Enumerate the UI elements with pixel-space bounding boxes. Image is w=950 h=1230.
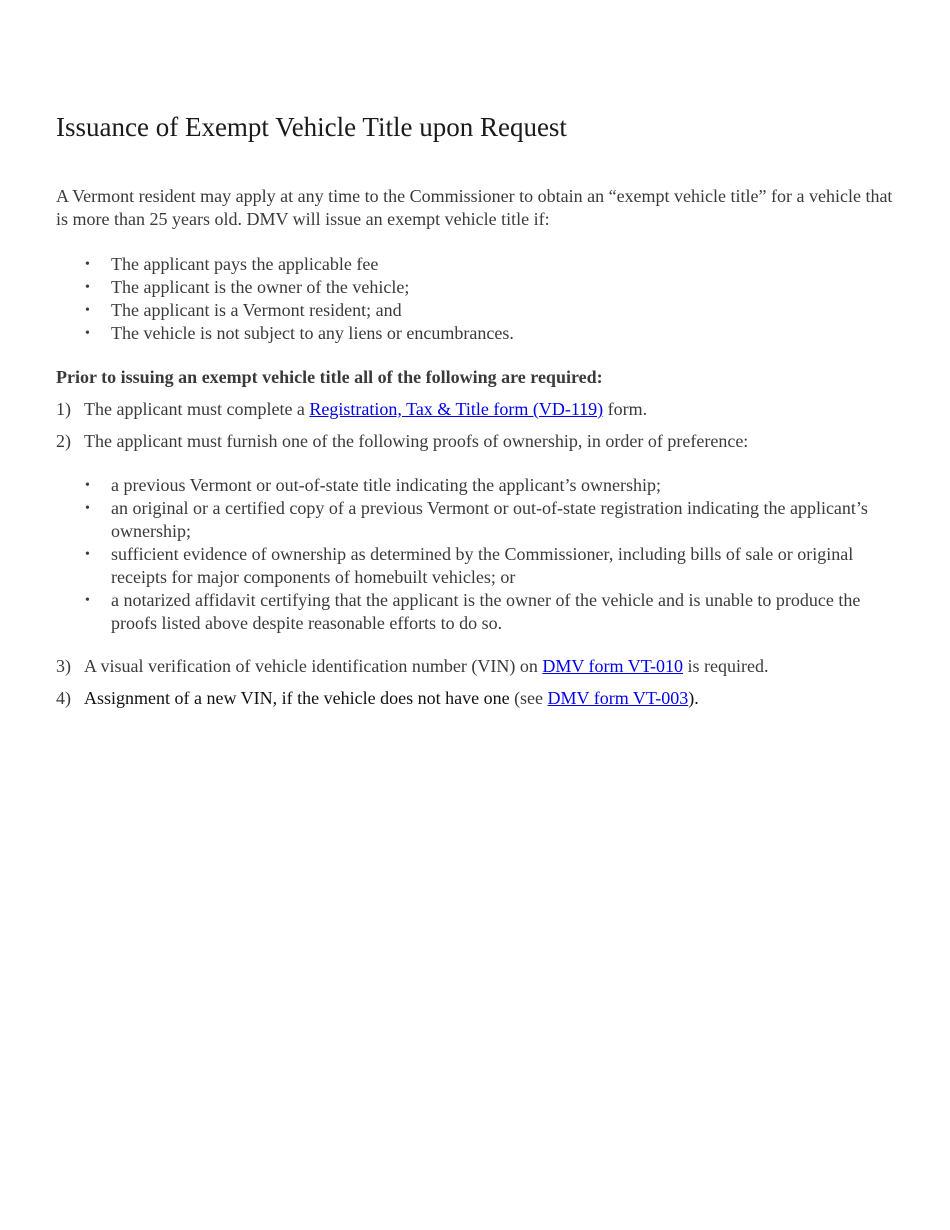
vt-003-form-link[interactable]: DMV form VT-003: [547, 688, 689, 708]
bullet-icon: •: [85, 501, 90, 516]
list-item: • The applicant is the owner of the vehicle;: [85, 277, 410, 297]
requirement-text: The applicant must complete a Registration, Tax & Title form (VD-119) form.: [84, 399, 648, 419]
list-item: • a previous Vermont or out-of-state title indicating the applicant’s ownership;: [85, 475, 662, 495]
requirement-number: 4): [56, 688, 71, 708]
vt-010-form-link[interactable]: DMV form VT-010: [542, 656, 684, 676]
requirement-number: 3): [56, 656, 71, 676]
list-item: • sufficient evidence of ownership as determined by the Commissioner, including bills of sale or original receipts for major components of homebuilt vehicles; or: [85, 544, 854, 587]
requirement-text: The applicant must furnish one of the following proofs of ownership, in order of preference:: [84, 431, 749, 451]
vd-119-form-link[interactable]: Registration, Tax & Title form (VD-119): [309, 399, 604, 419]
bullet-icon: •: [85, 326, 90, 341]
bullet-icon: •: [85, 547, 90, 562]
list-item: • an original or a certified copy of a previous Vermont or out-of-state registration indicating the applicant’s ownership;: [85, 498, 868, 541]
bullet-icon: •: [85, 280, 90, 295]
list-item: • a notarized affidavit certifying that the applicant is the owner of the vehicle and is unable to produce the proofs listed above despite reasonable efforts to do so.: [85, 590, 861, 633]
requirement-text: A visual verification of vehicle identification number (VIN) on DMV form VT-010 is required.: [84, 656, 769, 676]
requirement-number: 1): [56, 399, 71, 419]
requirement-number: 2): [56, 431, 71, 451]
bullet-icon: •: [85, 257, 90, 272]
intro-paragraph: A Vermont resident may apply at any time to the Commissioner to obtain an “exempt vehicle title” for a vehicle that is more than 25 years old. DMV will issue an exempt vehicle title if:: [56, 186, 893, 229]
conditions-list: [56, 253, 906, 345]
page-title: Issuance of Exempt Vehicle Title upon Request: [56, 112, 567, 142]
bullet-icon: •: [85, 593, 90, 608]
proofs-list: [56, 474, 906, 635]
requirement-text: Assignment of a new VIN, if the vehicle does not have one (see DMV form VT-003).: [84, 688, 699, 708]
bullet-icon: •: [85, 303, 90, 318]
list-item: • The vehicle is not subject to any liens or encumbrances.: [85, 323, 514, 343]
requirements-heading: Prior to issuing an exempt vehicle title all of the following are required:: [56, 367, 603, 387]
bullet-icon: •: [85, 478, 90, 493]
list-item: • The applicant is a Vermont resident; and: [85, 300, 402, 320]
list-item: • The applicant pays the applicable fee: [85, 254, 379, 274]
